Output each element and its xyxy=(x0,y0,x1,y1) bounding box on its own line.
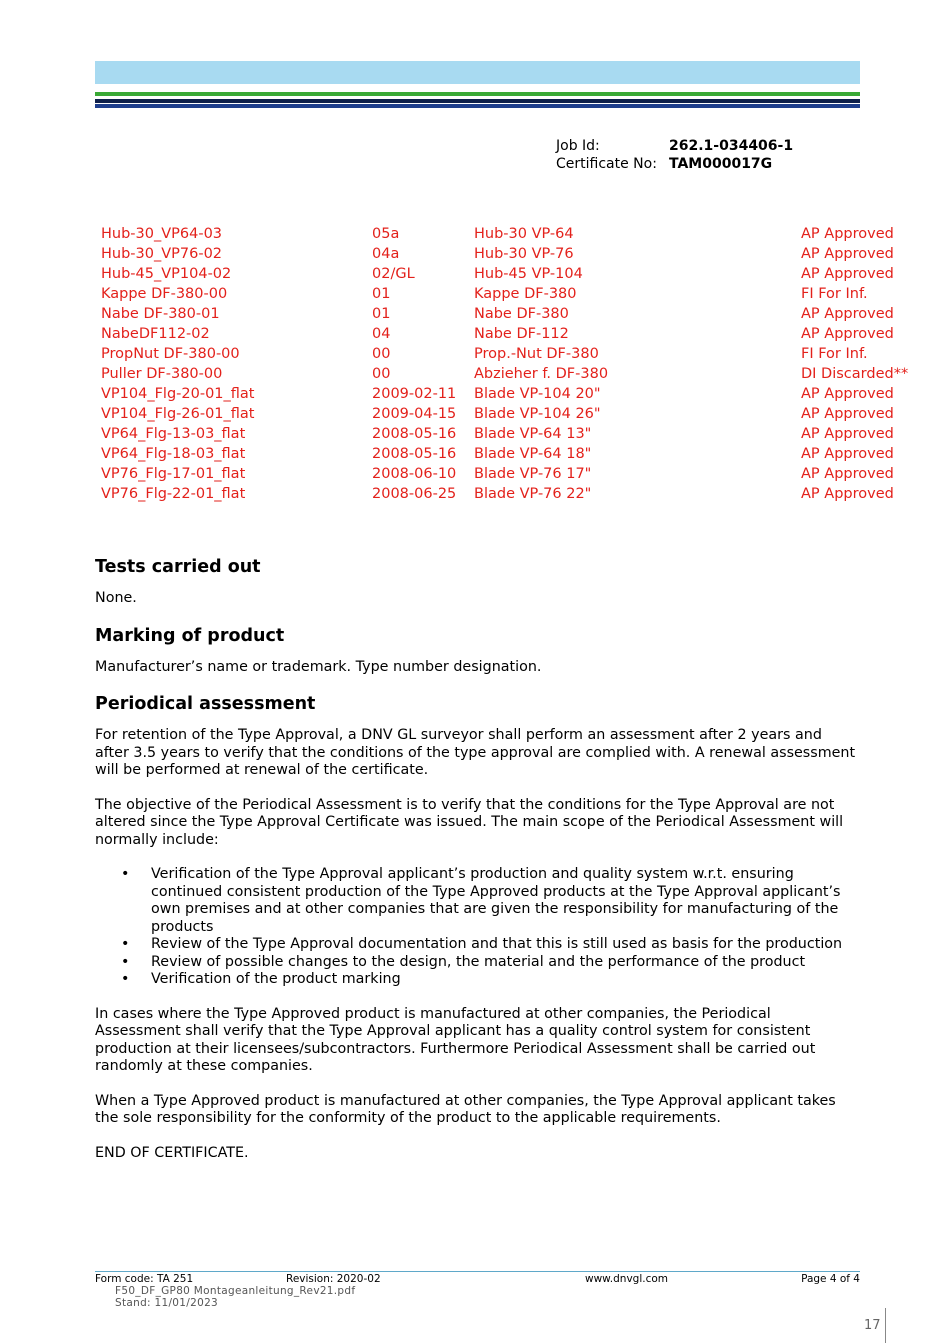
table-row xyxy=(101,464,931,484)
website-link[interactable]: www.dnvgl.com xyxy=(585,1273,669,1285)
stamp-filename: F50_DF_GP80 Montageanleitung_Rev21.pdf xyxy=(115,1285,356,1297)
part-status: AP Approved xyxy=(801,406,894,422)
part-status: FI For Inf. xyxy=(801,286,868,302)
job-id-value: 262.1-034406-1 xyxy=(669,138,794,154)
part-revision: 01 xyxy=(372,306,391,322)
part-status: AP Approved xyxy=(801,486,894,502)
bullet-icon: • xyxy=(121,953,130,970)
part-description: Hub-30 VP-64 xyxy=(474,226,574,242)
part-drawing-number: Puller DF-380-00 xyxy=(101,366,223,382)
table-row xyxy=(101,224,931,244)
page-indicator: Page 4 of 4 xyxy=(801,1273,860,1285)
part-description: Blade VP-64 13" xyxy=(474,426,592,442)
part-revision: 2009-02-11 xyxy=(372,386,457,402)
part-drawing-number: VP64_Flg-13-03_flat xyxy=(101,426,246,442)
part-revision: 2008-05-16 xyxy=(372,426,457,442)
part-description: Nabe DF-380 xyxy=(474,306,569,322)
part-description: Blade VP-104 26" xyxy=(474,406,601,422)
table-row xyxy=(101,244,931,264)
part-drawing-number: Nabe DF-380-01 xyxy=(101,306,220,322)
certificate-value: TAM000017G xyxy=(669,156,773,172)
table-row xyxy=(101,364,931,384)
part-revision: 2008-05-16 xyxy=(372,446,457,462)
header-band-green xyxy=(95,92,860,96)
part-drawing-number: VP104_Flg-20-01_flat xyxy=(101,386,255,402)
periodical-paragraph: In cases where the Type Approved product is manufactured at other companies, the Periodical Assessment shall verify that the Type Approval applicant has a quality control system for consistent production at their licensees/subcontractors. Furthermore Periodical Assessment shall be carried out randomly at these companies. xyxy=(95,1005,816,1074)
part-description: Hub-45 VP-104 xyxy=(474,266,583,282)
tests-text: None. xyxy=(95,590,137,606)
page-number: 17 xyxy=(864,1318,881,1333)
header-band-blue xyxy=(95,104,860,108)
part-status: AP Approved xyxy=(801,446,894,462)
list-item-text: Review of the Type Approval documentation and that this is still used as basis for the production xyxy=(151,936,843,952)
periodical-paragraph: For retention of the Type Approval, a DNV GL surveyor shall perform an assessment after 2 years and after 3.5 years to verify that the conditions of the type approval are complied with. A renewal assessment will be performed at renewal of the certificate. xyxy=(95,727,856,778)
table-row xyxy=(101,384,931,404)
header-band-light xyxy=(95,61,860,84)
part-drawing-number: VP76_Flg-22-01_flat xyxy=(101,486,246,502)
part-revision: 2009-04-15 xyxy=(372,406,457,422)
part-description: Blade VP-64 18" xyxy=(474,446,592,462)
part-description: Blade VP-104 20" xyxy=(474,386,601,402)
list-item xyxy=(121,866,860,936)
page-number-bar xyxy=(885,1308,886,1343)
part-description: Kappe DF-380 xyxy=(474,286,577,302)
part-drawing-number: VP64_Flg-18-03_flat xyxy=(101,446,246,462)
periodical-paragraph: When a Type Approved product is manufactured at other companies, the Type Approval applicant takes the sole responsibility for the conformity of the product to the applicable requirements. xyxy=(95,1092,836,1126)
list-item xyxy=(121,971,860,989)
certificate-label: Certificate No: xyxy=(556,156,657,172)
part-status: AP Approved xyxy=(801,226,894,242)
part-description: Abzieher f. DF-380 xyxy=(474,366,609,382)
part-description: Hub-30 VP-76 xyxy=(474,246,574,262)
part-description: Blade VP-76 22" xyxy=(474,486,592,502)
bullet-icon: • xyxy=(121,936,130,952)
part-drawing-number: Hub-45_VP104-02 xyxy=(101,266,232,282)
part-status: FI For Inf. xyxy=(801,346,868,362)
header-band-navy xyxy=(95,99,860,103)
form-code: Form code: TA 251 xyxy=(95,1273,194,1285)
part-drawing-number: VP104_Flg-26-01_flat xyxy=(101,406,255,422)
table-row xyxy=(101,344,931,364)
table-row xyxy=(101,304,931,324)
list-item xyxy=(121,953,860,972)
list-item xyxy=(121,936,860,954)
job-info xyxy=(556,137,793,173)
periodical-heading: Periodical assessment xyxy=(95,694,316,714)
tests-heading: Tests carried out xyxy=(95,557,261,577)
bullet-icon: • xyxy=(121,971,130,987)
table-row xyxy=(101,484,931,504)
certificate-body xyxy=(95,556,860,1179)
end-of-certificate: END OF CERTIFICATE. xyxy=(95,1144,249,1161)
scope-list xyxy=(95,866,860,989)
revision: Revision: 2020-02 xyxy=(286,1273,381,1285)
table-row xyxy=(101,404,931,424)
part-status: AP Approved xyxy=(801,266,894,282)
bullet-icon: • xyxy=(121,866,130,882)
part-revision: 00 xyxy=(372,346,391,362)
part-revision: 04 xyxy=(372,326,391,342)
job-id-label: Job Id: xyxy=(556,138,600,154)
part-revision: 01 xyxy=(372,286,391,302)
table-row xyxy=(101,424,931,444)
document-stamp xyxy=(115,1285,355,1309)
part-revision: 05a xyxy=(372,226,400,242)
part-description: Nabe DF-112 xyxy=(474,326,569,342)
list-item-text: Verification of the product marking xyxy=(151,971,401,987)
part-status: DI Discarded** xyxy=(801,366,909,382)
footer xyxy=(95,1272,860,1286)
part-revision: 00 xyxy=(372,366,391,382)
table-row xyxy=(101,264,931,284)
marking-text: Manufacturer’s name or trademark. Type number designation. xyxy=(95,658,542,675)
parts-table xyxy=(101,224,931,504)
table-row xyxy=(101,444,931,464)
part-revision: 04a xyxy=(372,246,400,262)
list-item-text: Review of possible changes to the design, the material and the performance of the product xyxy=(151,953,806,970)
part-status: AP Approved xyxy=(801,386,894,402)
part-drawing-number: Hub-30_VP64-03 xyxy=(101,226,223,242)
table-row xyxy=(101,284,931,304)
list-item-text: Verification of the Type Approval applicant’s production and quality system w.r.t. ensuring continued consistent production of the Type Approved products at the Type Approval applicant’s own premises and at other companies that are given the responsibility for manufacturing of the products xyxy=(151,866,841,935)
part-revision: 2008-06-10 xyxy=(372,466,457,482)
part-status: AP Approved xyxy=(801,326,894,342)
periodical-paragraph: The objective of the Periodical Assessment is to verify that the conditions for the Type Approval are not altered since the Type Approval Certificate was issued. The main scope of the Periodical Assessment will normally include: xyxy=(95,796,844,848)
part-status: AP Approved xyxy=(801,466,894,482)
part-drawing-number: NabeDF112-02 xyxy=(101,326,210,342)
table-row xyxy=(101,324,931,344)
part-status: AP Approved xyxy=(801,306,894,322)
part-description: Prop.-Nut DF-380 xyxy=(474,346,599,362)
part-drawing-number: VP76_Flg-17-01_flat xyxy=(101,466,246,482)
part-drawing-number: Hub-30_VP76-02 xyxy=(101,246,223,262)
part-drawing-number: Kappe DF-380-00 xyxy=(101,286,228,302)
part-drawing-number: PropNut DF-380-00 xyxy=(101,346,240,362)
part-status: AP Approved xyxy=(801,246,894,262)
part-revision: 2008-06-25 xyxy=(372,486,457,502)
marking-heading: Marking of product xyxy=(95,625,285,646)
part-revision: 02/GL xyxy=(372,266,415,282)
stamp-date: Stand: 11/01/2023 xyxy=(115,1297,219,1309)
part-status: AP Approved xyxy=(801,426,894,442)
part-description: Blade VP-76 17" xyxy=(474,466,592,482)
